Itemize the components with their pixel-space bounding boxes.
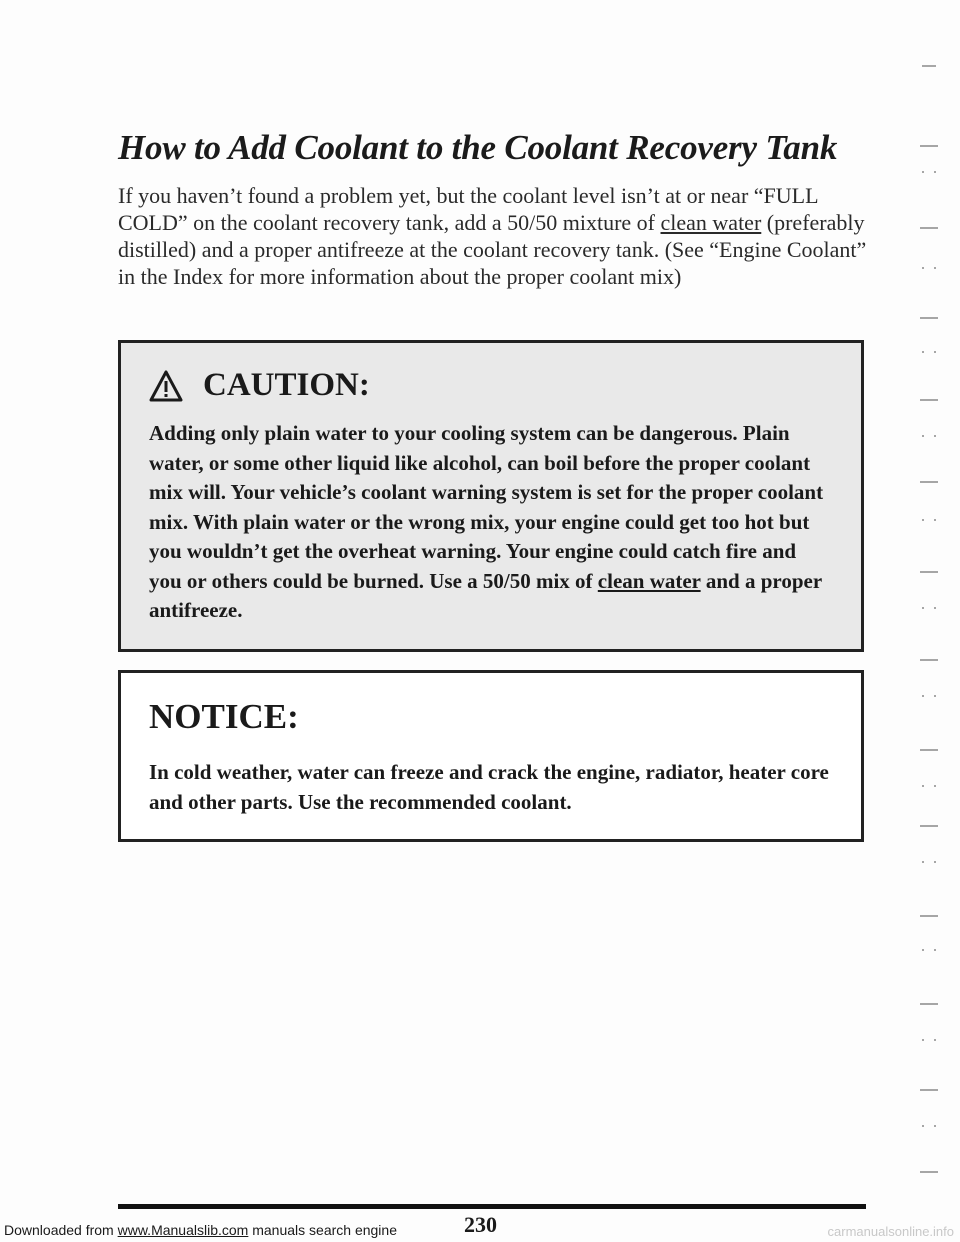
caution-body — [149, 419, 829, 626]
warning-triangle-icon — [149, 370, 183, 402]
caution-header — [149, 367, 370, 404]
intro-paragraph — [118, 182, 878, 290]
manualslib-link[interactable]: www.Manualslib.com — [117, 1222, 249, 1238]
notice-box — [118, 670, 864, 842]
download-banner — [4, 1222, 397, 1238]
banner-suffix: manuals search engine — [248, 1222, 397, 1238]
caution-box — [118, 340, 864, 652]
watermark-text: carmanualsonline.info — [827, 1224, 954, 1239]
intro-underlined-term: clean water — [660, 210, 762, 235]
intro-text-end: (preferably distilled) and a proper antifreeze at the coolant recovery tank. (See “Engine Coolant” in the Index for more information about the proper coolant mix) — [118, 210, 867, 289]
notice-body — [149, 757, 839, 817]
caution-text-start: Adding only plain water to your cooling system can be dangerous. Plain water, or some other liquid like alcohol, can boil before the proper coolant mix will. Your vehicle’s coolant warning system is set for the proper coolant mix. With plain water or the wrong mix, your engine could get too hot but you wouldn’t get the overheat warning. Your engine could catch fire and you or others could be burned. Use a 50/50 mix of — [149, 421, 824, 593]
caution-title: CAUTION: — [203, 367, 370, 403]
section-heading: How to Add Coolant to the Coolant Recovery Tank — [118, 128, 838, 167]
footer-rule — [118, 1204, 866, 1209]
intro-text-start: If you haven’t found a problem yet, but the coolant level isn’t at or near “FULL COLD” on the coolant recovery tank, add a 50/50 mixture of — [118, 183, 818, 235]
caution-underlined-term: clean water — [597, 568, 701, 593]
notice-text: In cold weather, water can freeze and crack the engine, radiator, heater core and other parts. Use the recommended coolant. — [149, 760, 829, 814]
caution-text-end: and a proper antifreeze. — [149, 568, 822, 622]
banner-prefix: Downloaded from — [4, 1222, 118, 1238]
notice-title: NOTICE: — [149, 697, 299, 736]
page-number: 230 — [464, 1212, 497, 1237]
page-edge-marks — [912, 60, 948, 1190]
